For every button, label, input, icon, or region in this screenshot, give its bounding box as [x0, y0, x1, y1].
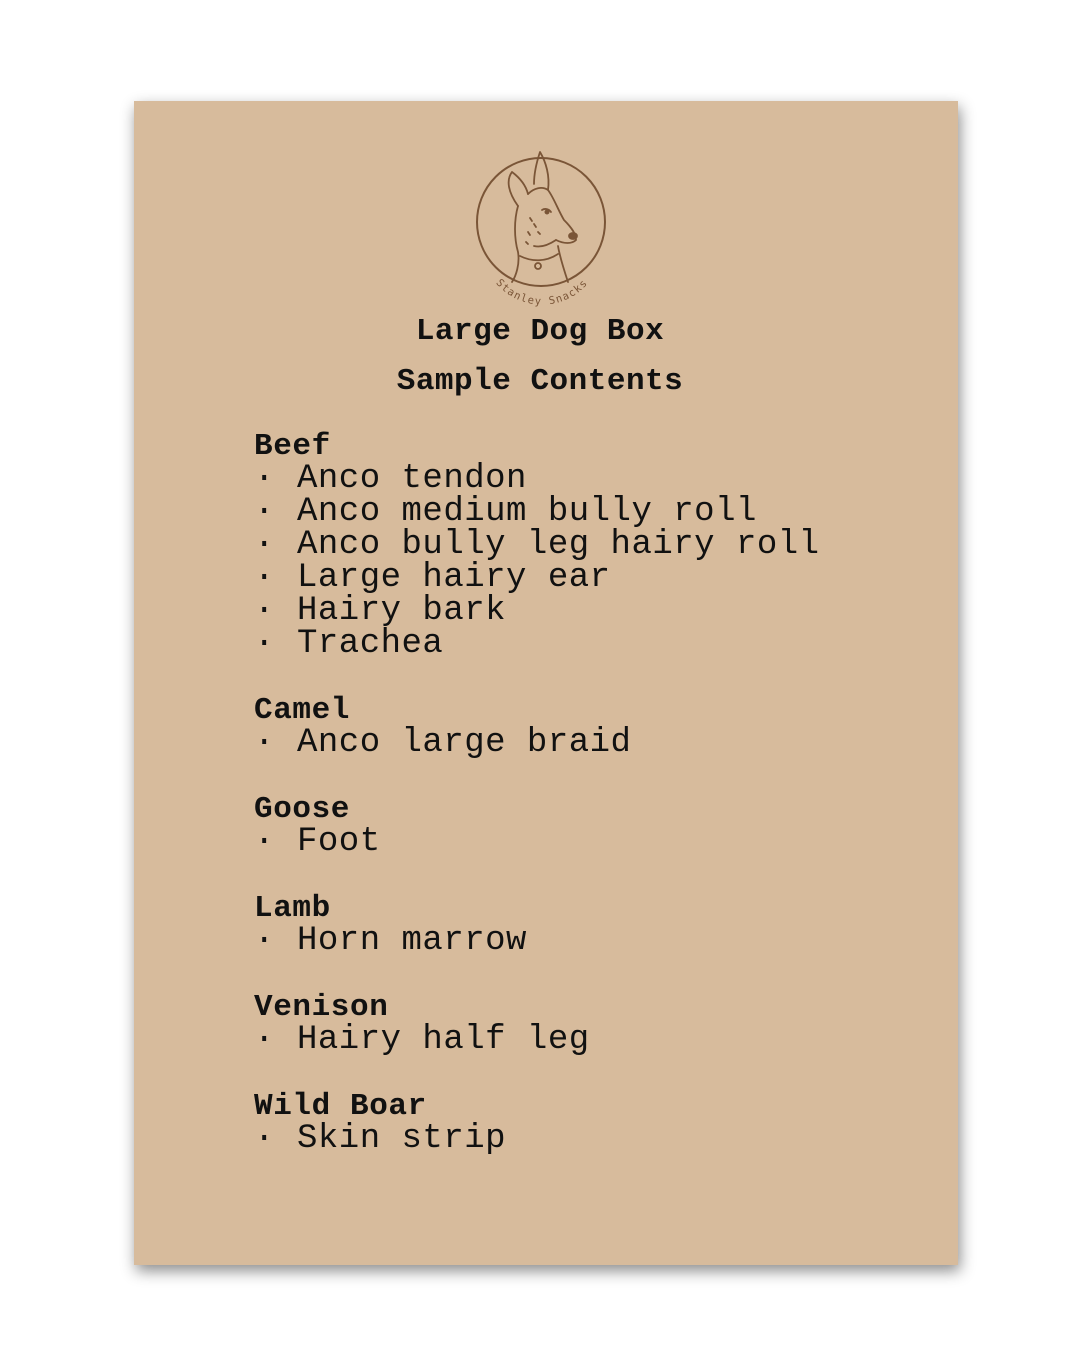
bullet: · — [254, 823, 275, 861]
section-camel — [254, 694, 820, 760]
list-item — [254, 625, 820, 663]
section-lamb — [254, 892, 820, 958]
item-label: Horn marrow — [297, 922, 527, 960]
section-heading: Venison — [254, 990, 389, 1025]
section-beef — [254, 430, 820, 661]
bullet: · — [254, 526, 275, 564]
bullet: · — [254, 724, 275, 762]
bullet: · — [254, 1120, 275, 1158]
bullet: · — [254, 493, 275, 531]
box-title: Large Dog Box — [415, 314, 665, 349]
item-label: Trachea — [297, 625, 444, 663]
section-heading: Beef — [254, 429, 331, 464]
section-wild-boar — [254, 1090, 820, 1156]
item-label: Anco bully leg hairy roll — [297, 526, 820, 564]
section-heading: Wild Boar — [254, 1089, 427, 1124]
contents-list — [254, 430, 820, 1189]
list-item — [254, 1021, 820, 1059]
list-item — [254, 493, 820, 531]
section-heading: Lamb — [254, 891, 331, 926]
item-label: Anco tendon — [297, 460, 527, 498]
item-label: Skin strip — [297, 1120, 507, 1158]
list-item — [254, 724, 820, 762]
item-label: Hairy half leg — [297, 1021, 590, 1059]
item-label: Anco medium bully roll — [297, 493, 757, 531]
dog-head-icon — [509, 152, 577, 282]
item-label: Foot — [297, 823, 381, 861]
logo-text: Stanley Snacks — [493, 276, 591, 308]
list-item — [254, 1120, 820, 1158]
section-goose — [254, 793, 820, 859]
list-item — [254, 460, 820, 498]
bullet: · — [254, 922, 275, 960]
stanley-snacks-logo — [472, 148, 610, 308]
list-item — [254, 592, 820, 630]
section-heading: Goose — [254, 792, 351, 827]
bullet: · — [254, 625, 275, 663]
list-item — [254, 559, 820, 597]
section-venison — [254, 991, 820, 1057]
item-label: Anco large braid — [297, 724, 632, 762]
bullet: · — [254, 1021, 275, 1059]
box-subtitle: Sample Contents — [396, 364, 684, 399]
bullet: · — [254, 592, 275, 630]
section-heading: Camel — [254, 693, 351, 728]
list-item — [254, 526, 820, 564]
list-item — [254, 823, 820, 861]
item-label: Hairy bark — [297, 592, 507, 630]
list-item — [254, 922, 820, 960]
bullet: · — [254, 559, 275, 597]
bullet: · — [254, 460, 275, 498]
item-label: Large hairy ear — [297, 559, 611, 597]
